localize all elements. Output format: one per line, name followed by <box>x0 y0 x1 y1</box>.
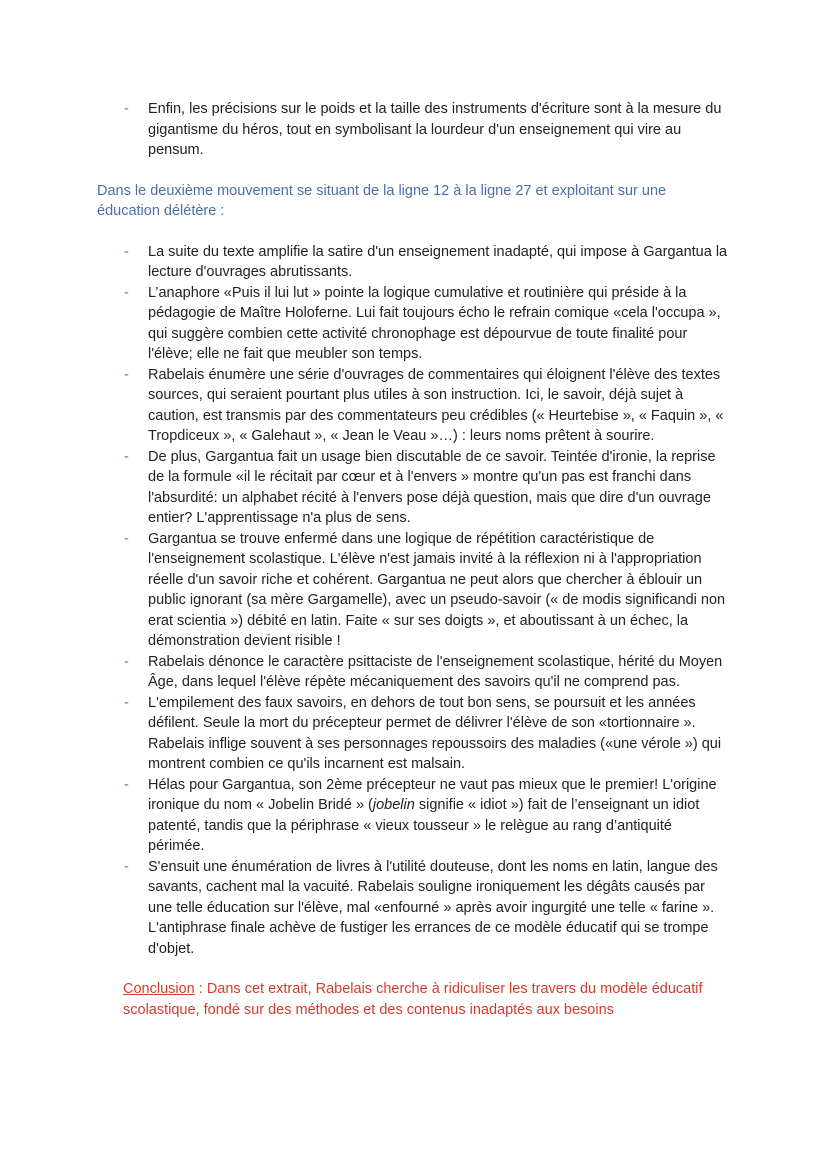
list-item <box>0 283 828 365</box>
bullet-dash: - <box>124 284 129 301</box>
section-heading: Dans le deuxième mouvement se situant de la ligne 12 à la ligne 27 et exploitant sur une éducation délétère : <box>97 182 667 219</box>
list-item <box>0 775 828 857</box>
bullet-dash: - <box>124 653 129 670</box>
list-item <box>0 529 828 652</box>
bullet-dash: - <box>124 243 129 260</box>
list-item-text: Gargantua se trouve enfermé dans une logique de répétition caractéristique de l'enseignement scolastique. L'élève n'est jamais invité à la réflexion ni à l'appropriation réelle d'un savoir riche et cohérent. Gargantua ne peut alors que chercher à éblouir un public ignorant (sa mère Gargamelle), avec un pseudo-savoir (« de modis significandi non erat scientia ») débité en latin. Faite « sur ses doigts », et aboutissant à un échec, la démonstration devient risible ! <box>148 530 726 649</box>
conclusion-label: Conclusion <box>123 981 195 997</box>
list-item-italic-word: jobelin <box>372 797 415 813</box>
bullet-dash: - <box>124 101 129 117</box>
list-item-text: La suite du texte amplifie la satire d'un enseignement inadapté, qui impose à Gargantua la lecture d'ouvrages abrutissants. <box>148 243 728 280</box>
list-item-text: Rabelais dénonce le caractère psittaciste de l'enseignement scolastique, hérité du Moyen Âge, dans lequel l'élève répète mécaniquement des savoirs qu'il ne comprend pas. <box>148 653 723 690</box>
conclusion-text: : Dans cet extrait, Rabelais cherche à ridiculiser les travers du modèle éducatif scolastique, fondé sur des méthodes et des contenus inadaptés aux besoins <box>123 981 703 1018</box>
list-item-text: L’anaphore «Puis il lui lut » pointe la logique cumulative et routinière qui préside à la pédagogie de Maître Holoferne. Lui fait toujours écho le refrain comique «cela l'occupa », qui suggère combien cette activité chronophage est dépourvue de toute finalité pour l'élève; elle ne fait que meubler son temps. <box>148 284 721 362</box>
bullet-dash: - <box>124 776 129 793</box>
list-item <box>0 242 828 283</box>
list-item-text-before: Hélas pour Gargantua, son 2ème précepteur ne vaut pas mieux que le premier! L'origine ironique du nom « Jobelin Bridé » ( <box>148 776 717 813</box>
list-item <box>0 857 828 960</box>
list-item-text-after: signifie « idiot ») fait de l’enseignant un idiot patenté, tandis que la périphrase « vieux tousseur » le relègue au rang d’antiquité périmée. <box>148 797 700 854</box>
first-bullet-list <box>0 99 828 161</box>
list-item-text: De plus, Gargantua fait un usage bien discutable de ce savoir. Teintée d'ironie, la reprise de la formule «il le récitait par cœur et à l'envers » montre qu'un pas est franchi dans l'absurdité: un alphabet récité à l'envers pose déjà question, mais que dire d'un ouvrage entier? L'apprentissage n'a plus de sens. <box>148 448 716 526</box>
bullet-dash: - <box>124 448 129 465</box>
bullet-dash: - <box>124 530 129 547</box>
list-item <box>0 652 828 693</box>
list-item-text: L'empilement des faux savoirs, en dehors de tout bon sens, se poursuit et les années défilent. Seule la mort du précepteur permet de délivrer l'élève de son «tortionnaire ». Rabelais inflige souvent à ses personnages repoussoirs des maladies («une vérole ») qui montrent combien ce qu'ils incarnent est malsain. <box>148 694 722 772</box>
list-item-text: Rabelais énumère une série d'ouvrages de commentaires qui éloignent l'élève des textes sources, qui seraient pourtant plus utiles à son instruction. Ici, le savoir, déjà sujet à caution, est transmis par des commentateurs peu crédibles (« Heurtebise », « Faquin », « Tropdiceux », « Galehaut », « Jean le Veau »…) : leurs noms prêtent à sourire. <box>148 366 724 444</box>
list-item <box>0 99 828 161</box>
second-bullet-list <box>0 242 828 960</box>
bullet-dash: - <box>124 858 129 875</box>
list-item-text: Enfin, les précisions sur le poids et la taille des instruments d'écriture sont à la mesure du gigantisme du héros, tout en symbolisant la lourdeur d'un enseignement qui vire au pensum. <box>148 101 722 158</box>
list-item <box>0 365 828 447</box>
list-item <box>0 693 828 775</box>
bullet-dash: - <box>124 366 129 383</box>
list-item-text: S'ensuit une énumération de livres à l'utilité douteuse, dont les noms en latin, langue des savants, cachent mal la vacuité. Rabelais souligne ironiquement les dégâts causés par une telle éducation sur l'élève, mal «enfourné » après avoir ingurgité une telle « farine ». L'antiphrase finale achève de fustiger les errances de ce modèle éducatif qui se trompe d'objet. <box>148 858 718 957</box>
bullet-dash: - <box>124 694 129 711</box>
document-body <box>0 99 828 1035</box>
conclusion-paragraph <box>0 979 828 1020</box>
list-item <box>0 447 828 529</box>
